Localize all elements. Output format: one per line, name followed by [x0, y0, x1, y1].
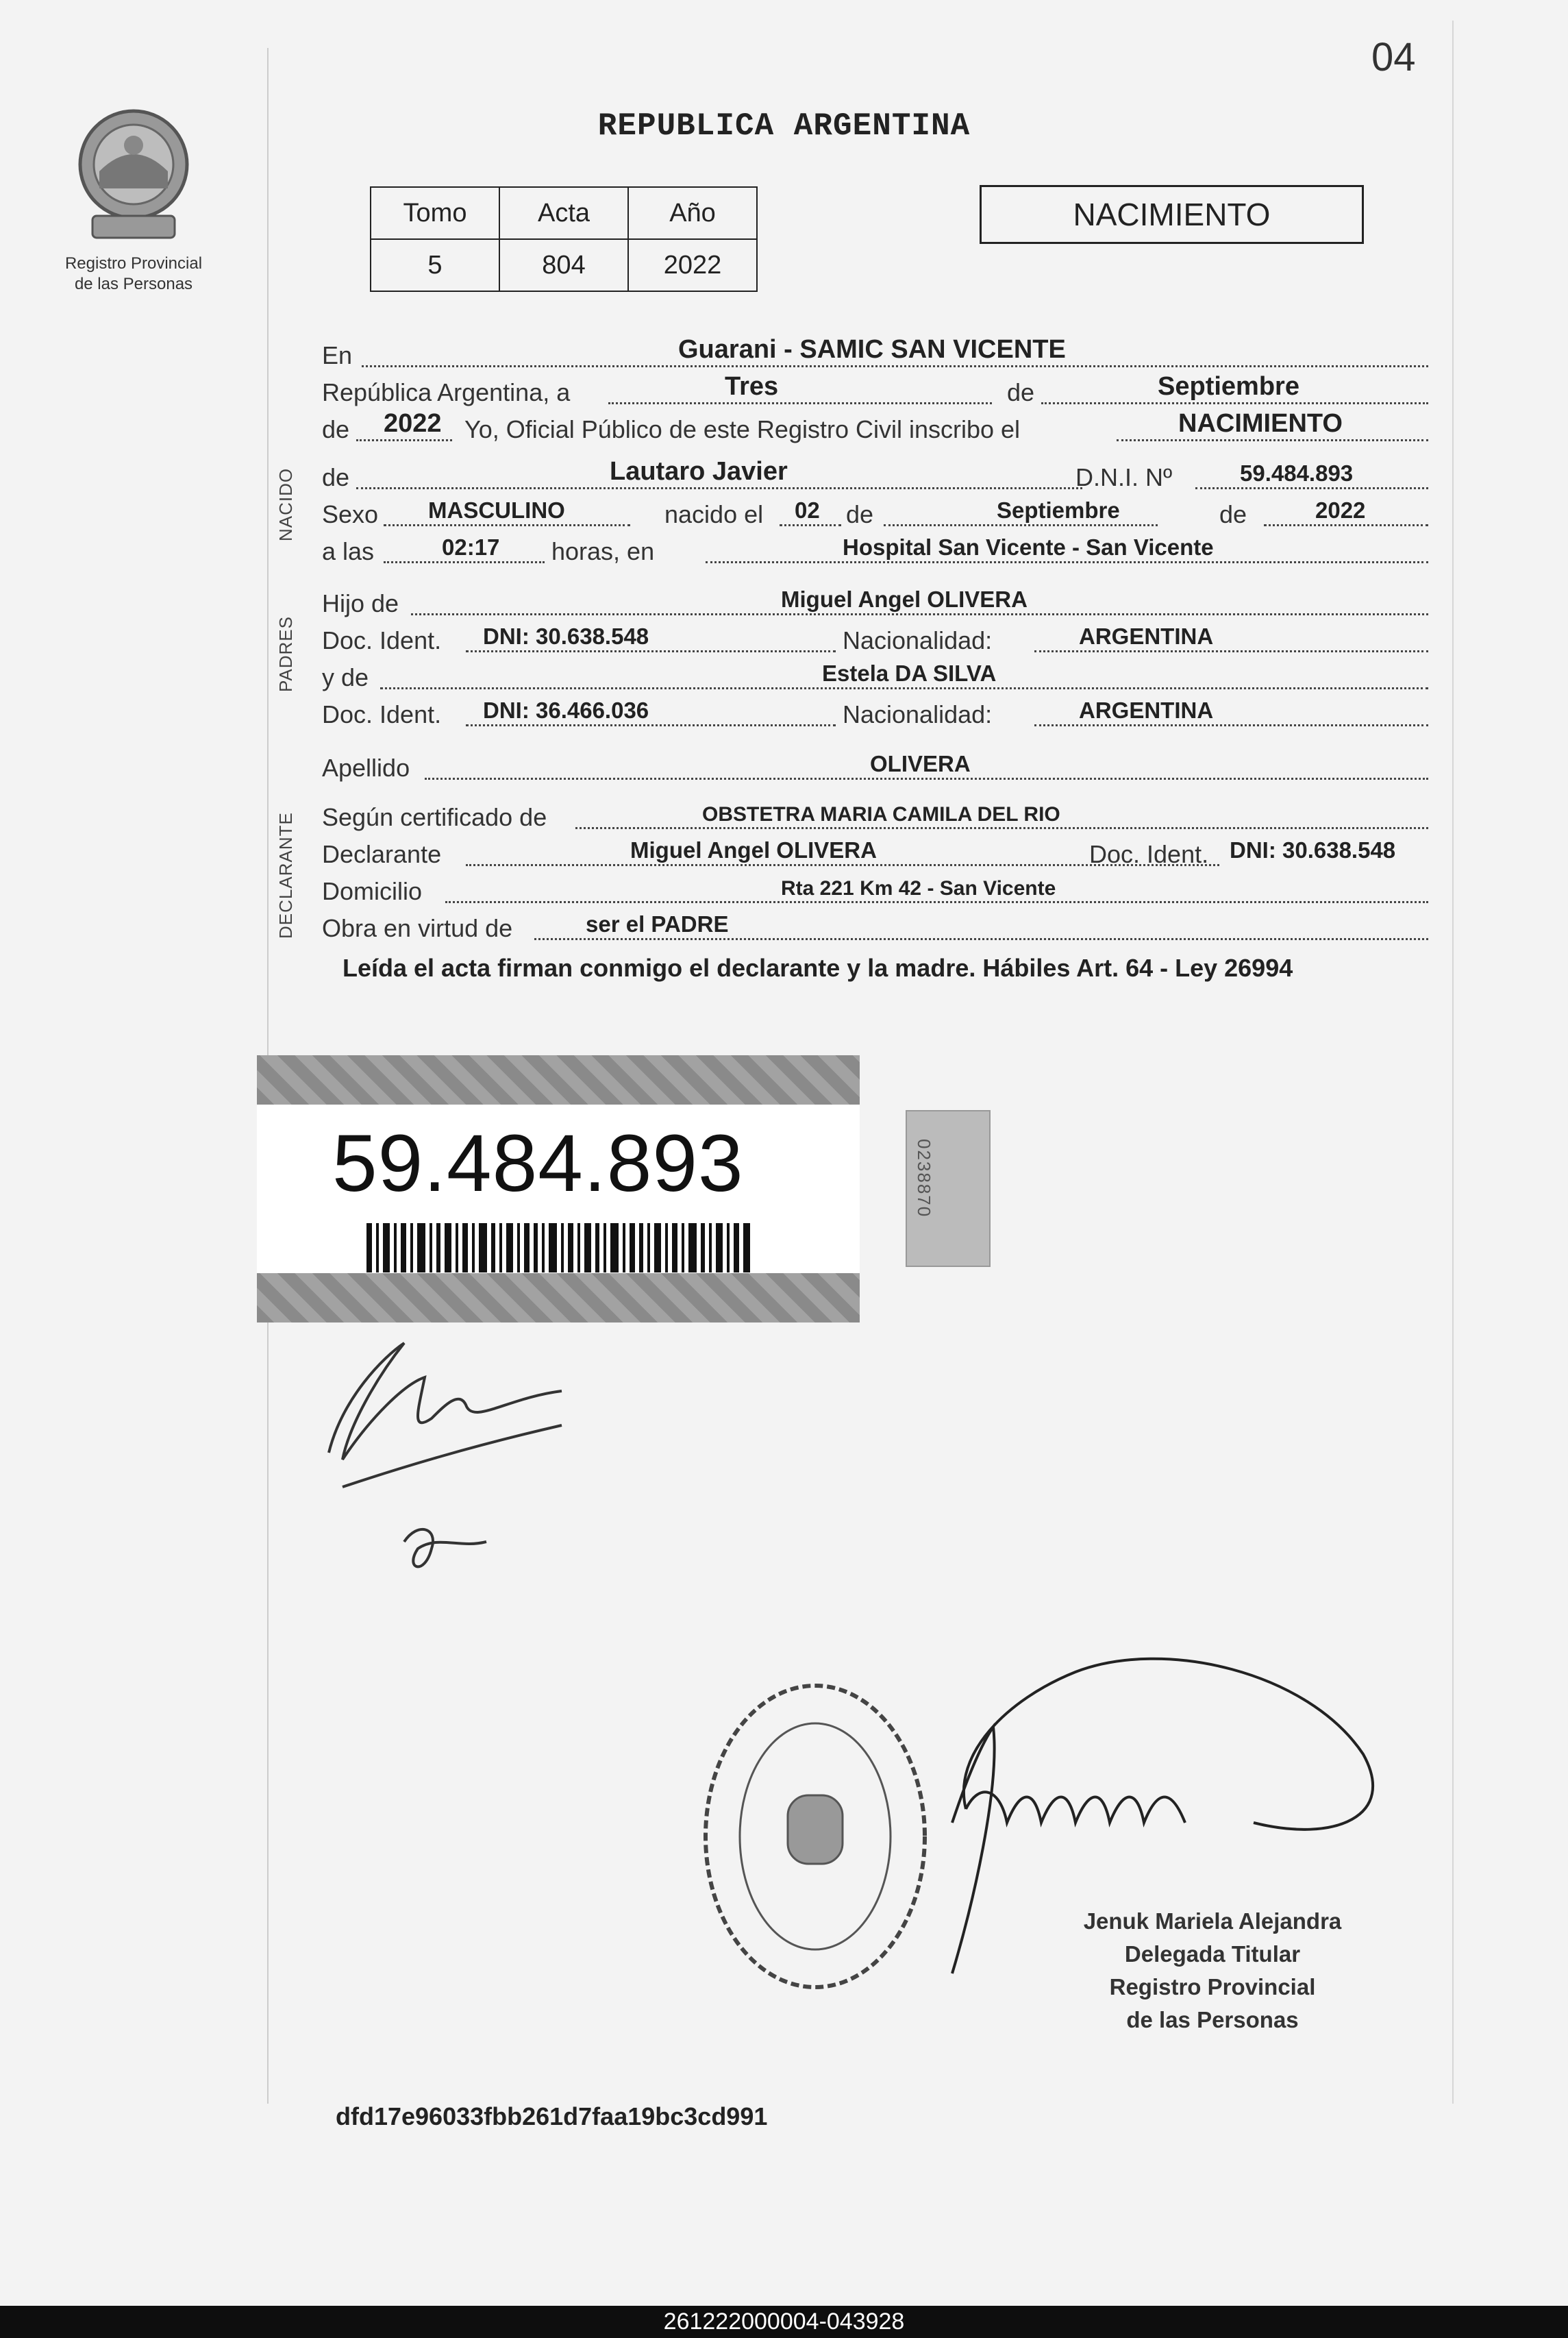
- side-label-padres: PADRES: [275, 616, 296, 692]
- label-de: de: [1007, 378, 1035, 406]
- footer-code: 261222000004-043928: [0, 2306, 1568, 2338]
- declarant-signature-icon: [301, 1316, 589, 1617]
- value-padre-nac: ARGENTINA: [1079, 624, 1214, 649]
- value-nac-anio: 2022: [1315, 497, 1366, 523]
- dotted-line: [1041, 402, 1428, 404]
- side-label-declarante: DECLARANTE: [275, 812, 296, 939]
- line-declarante: [322, 835, 1428, 873]
- label-horas: horas, en: [551, 537, 655, 565]
- line-domicilio: [322, 872, 1428, 910]
- dotted-line: [1264, 524, 1428, 526]
- record-table: [370, 186, 758, 292]
- sticker-band-top: [257, 1055, 860, 1105]
- dotted-line: [534, 938, 1428, 940]
- label-nac2: Nacionalidad:: [843, 700, 993, 728]
- dotted-line: [384, 561, 545, 563]
- value-hecho: NACIMIENTO: [1178, 409, 1343, 438]
- value-declarante: Miguel Angel OLIVERA: [630, 837, 877, 863]
- security-hologram: [906, 1110, 991, 1267]
- official-org-line2: de las Personas: [1126, 2007, 1299, 2032]
- value-lugar: Guarani - SAMIC SAN VICENTE: [678, 335, 1066, 364]
- label-virtud: Obra en virtud de: [322, 914, 513, 942]
- line-anio: [322, 410, 1428, 448]
- dotted-line: [466, 650, 836, 652]
- label-en: En: [322, 341, 353, 369]
- label-sexo: Sexo: [322, 500, 379, 528]
- value-apellido: OLIVERA: [870, 751, 971, 776]
- label-republica: República Argentina, a: [322, 378, 571, 406]
- dotted-line: [356, 487, 1082, 489]
- official-role: Delegada Titular: [1124, 1941, 1301, 1967]
- logo-label-line1: Registro Provincial: [64, 254, 203, 273]
- value-padre-doc: DNI: 30.638.548: [483, 624, 649, 649]
- dotted-line: [356, 439, 452, 441]
- label-hora: a las: [322, 537, 375, 565]
- label-oficial: Yo, Oficial Público de este Registro Civil inscribo el: [464, 415, 1021, 443]
- official-signatory-block: [1034, 1905, 1391, 2036]
- value-hora: 02:17: [442, 534, 500, 560]
- logo-label-line2: de las Personas: [74, 275, 193, 293]
- value-mes: Septiembre: [1158, 372, 1299, 401]
- page-title: REPUBLICA ARGENTINA: [597, 108, 971, 144]
- value-sexo: MASCULINO: [428, 497, 565, 523]
- record-value-acta: 804: [499, 239, 628, 291]
- hologram-text: 0238870: [914, 1139, 934, 1218]
- dotted-line: [466, 724, 836, 726]
- official-seal-icon: [692, 1672, 938, 2001]
- document-hash: dfd17e96033fbb261d7faa19bc3cd991: [336, 2102, 768, 2130]
- label-yde: y de: [322, 663, 369, 691]
- label-de2: de: [322, 415, 350, 443]
- value-virtud: ser el PADRE: [586, 911, 729, 937]
- label-hijo: Hijo de: [322, 589, 399, 617]
- line-hijo: [322, 584, 1428, 622]
- value-madre-doc: DNI: 36.466.036: [483, 698, 649, 723]
- record-header-acta: Acta: [499, 187, 628, 239]
- value-domicilio: Rta 221 Km 42 - San Vicente: [781, 877, 1056, 900]
- label-nac-de: de: [846, 500, 874, 528]
- right-margin-line: [1452, 21, 1454, 2104]
- value-madre-nac: ARGENTINA: [1079, 698, 1214, 723]
- dotted-line: [384, 524, 630, 526]
- barcode-icon: [366, 1223, 750, 1272]
- dotted-line: [1117, 439, 1428, 441]
- sticker-number: 59.484.893: [332, 1118, 744, 1209]
- line-en: [322, 336, 1428, 374]
- value-dia: Tres: [725, 372, 779, 401]
- label-nac: Nacionalidad:: [843, 626, 993, 654]
- label-cert: Según certificado de: [322, 803, 547, 831]
- label-nac-de2: de: [1219, 500, 1247, 528]
- official-name: Jenuk Mariela Alejandra: [1083, 1908, 1342, 1934]
- record-type-box: NACIMIENTO: [980, 185, 1364, 244]
- dotted-line: [380, 687, 1428, 689]
- label-doc: Doc. Ident.: [322, 626, 442, 654]
- dotted-line: [884, 524, 1158, 526]
- dotted-line: [575, 827, 1428, 829]
- line-virtud: [322, 909, 1428, 947]
- label-decl-doc: Doc. Ident.: [1089, 840, 1209, 868]
- record-value-tomo: 5: [371, 239, 499, 291]
- dotted-line: [445, 901, 1428, 903]
- value-padre: Miguel Angel OLIVERA: [781, 587, 1028, 612]
- dotted-line: [706, 561, 1428, 563]
- id-sticker: [257, 1055, 860, 1322]
- line-apellido: [322, 748, 1428, 787]
- label-apellido: Apellido: [322, 754, 410, 782]
- label-de3: de: [322, 463, 350, 491]
- label-nacido: nacido el: [664, 500, 764, 528]
- dotted-line: [411, 613, 1428, 615]
- label-dni: D.N.I. Nº: [1075, 463, 1173, 491]
- record-header-anio: Año: [628, 187, 757, 239]
- value-lugar-nac: Hospital San Vicente - San Vicente: [843, 534, 1214, 560]
- dotted-line: [1034, 724, 1428, 726]
- page-number: 04: [1371, 35, 1416, 79]
- line-certificado: [322, 798, 1428, 836]
- value-anio: 2022: [384, 409, 442, 438]
- line-padre-doc: [322, 621, 1428, 659]
- value-certificado: OBSTETRA MARIA CAMILA DEL RIO: [702, 803, 1060, 826]
- value-dni: 59.484.893: [1240, 460, 1354, 486]
- dotted-line: [1195, 487, 1428, 489]
- label-doc2: Doc. Ident.: [322, 700, 442, 728]
- value-nac-mes: Septiembre: [997, 497, 1120, 523]
- value-madre: Estela DA SILVA: [822, 661, 997, 686]
- label-domicilio: Domicilio: [322, 877, 423, 905]
- dotted-line: [362, 365, 1428, 367]
- official-org-line1: Registro Provincial: [1109, 1974, 1316, 1999]
- dotted-line: [780, 524, 841, 526]
- side-label-nacido: NACIDO: [275, 467, 296, 541]
- line-sexo: [322, 495, 1428, 533]
- line-hora: [322, 532, 1428, 570]
- record-value-anio: 2022: [628, 239, 757, 291]
- value-declarante-doc: DNI: 30.638.548: [1230, 837, 1396, 863]
- value-nac-dia: 02: [795, 497, 820, 523]
- line-madre-doc: [322, 695, 1428, 733]
- record-header-tomo: Tomo: [371, 187, 499, 239]
- line-fecha: [322, 373, 1428, 411]
- line-nombre: [322, 458, 1428, 496]
- line-madre: [322, 658, 1428, 696]
- closing-text: Leída el acta firman conmigo el declarante y la madre. Hábiles Art. 64 - Ley 26994: [343, 954, 1293, 982]
- value-nombre: Lautaro Javier: [610, 457, 788, 486]
- dotted-line: [425, 778, 1428, 780]
- dotted-line: [608, 402, 992, 404]
- dotted-line: [1034, 650, 1428, 652]
- label-declarante: Declarante: [322, 840, 442, 868]
